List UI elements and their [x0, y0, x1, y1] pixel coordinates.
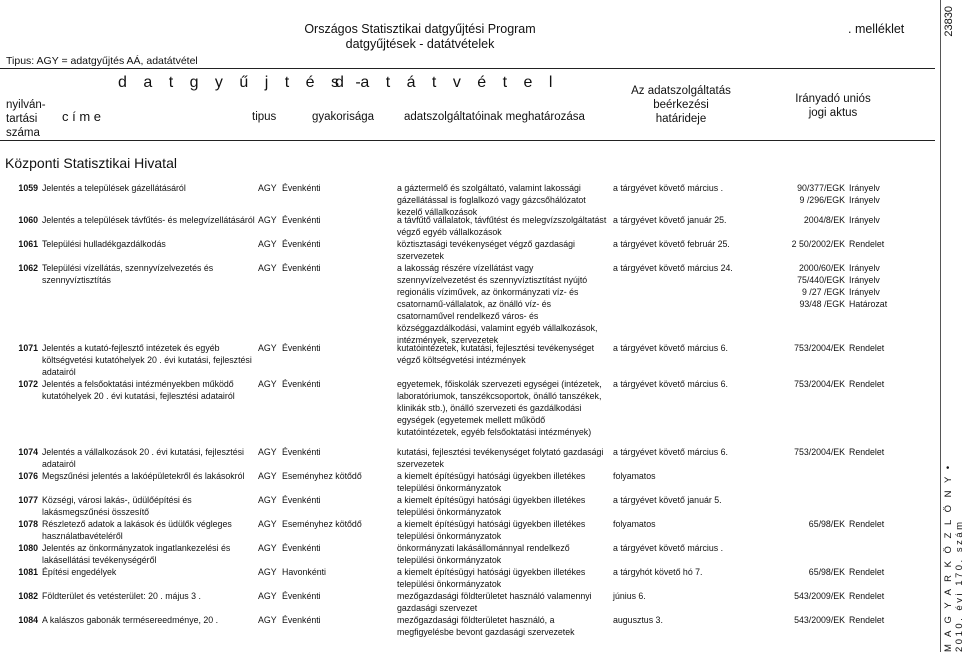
cell-freq: Évenkénti: [282, 591, 321, 601]
cell-freq: Évenkénti: [282, 215, 321, 225]
cell-title: Jelentés a kutató-fejlesztő intézetek és egyéb költségvetési kutatóhelyek 20 . évi kutatási, fejlesztési adatairól: [42, 343, 252, 377]
cell-dead: a tárgyévet követő március 6.: [613, 379, 728, 389]
cell-type: AGY: [258, 239, 277, 249]
cell-title: Megszűnési jelentés a lakóépületekről és lakásokról: [42, 471, 245, 481]
cell-prov: a gáztermelő és szolgáltató, valamint lakossági gázellátással is foglalkozó vagy gázcsőhálózatot kezelő vállalkozások: [397, 183, 586, 217]
header-bottom-rule: [0, 140, 935, 141]
cell-prov: a kiemelt építésügyi hatósági ügyekben illetékes települési önkormányzatok: [397, 519, 586, 541]
cell-title: Települési hulladékgazdálkodás: [42, 239, 166, 249]
cell-kind: Rendelet: [849, 591, 885, 601]
cell-title: A kalászos gabonák termésereedménye, 20 .: [42, 615, 219, 625]
cell-act: 65/98/EK: [808, 567, 845, 577]
cell-kind: Rendelet: [849, 567, 885, 577]
cell-prov: a kiemelt építésügyi hatósági ügyekben illetékes települési önkormányzatok: [397, 495, 586, 517]
cell-type: AGY: [258, 543, 277, 553]
cell-dead: a tárgyévet követő január 25.: [613, 215, 727, 225]
cell-type: AGY: [258, 567, 277, 577]
cell-act: 2004/8/EK: [803, 215, 845, 225]
cell-dead: a tárgyévet követő március .: [613, 183, 724, 193]
cell-kind: Rendelet: [849, 447, 885, 457]
cell-act: 2 50/2002/EK: [791, 239, 845, 249]
cell-num: 1078: [18, 519, 38, 529]
cell-kind: Irányelv Irányelv Irányelv Határozat: [849, 263, 888, 309]
cell-act: 753/2004/EK: [794, 379, 845, 389]
cell-type: AGY: [258, 471, 277, 481]
spaced-heading-right: d a t á t v é t e l: [335, 74, 559, 91]
cell-title: Részletező adatok a lakások és üdülők végleges használatbavételéről: [42, 519, 232, 541]
cell-type: AGY: [258, 519, 277, 529]
cell-title: Jelentés az önkormányzatok ingatlankezelési és lakásellátási tevékenységéről: [42, 543, 231, 565]
page-number: 23830: [943, 6, 955, 37]
cell-dead: a tárgyévet követő március 24.: [613, 263, 733, 273]
cell-kind: Rendelet: [849, 239, 885, 249]
cell-freq: Évenkénti: [282, 543, 321, 553]
cell-type: AGY: [258, 215, 277, 225]
cell-type: AGY: [258, 263, 277, 273]
header-top-rule: [0, 68, 935, 69]
cell-freq: Havonkénti: [282, 567, 327, 577]
cell-dead: a tárgyévet követő március 6.: [613, 343, 728, 353]
col-header-providers: adatszolgáltatóinak meghatározása: [404, 111, 585, 123]
cell-dead: folyamatos: [613, 519, 656, 529]
cell-dead: a tárgyhót követő hó 7.: [613, 567, 703, 577]
cell-freq: Évenkénti: [282, 615, 321, 625]
cell-type: AGY: [258, 591, 277, 601]
cell-title: Községi, városi lakás-, üdülőépítési és lakásmegszűnési összesítő: [42, 495, 192, 517]
cell-kind: Rendelet: [849, 615, 885, 625]
cell-prov: kutatási, fejlesztési tevékenységet folytató gazdasági szervezetek: [397, 447, 604, 469]
cell-title: Jelentés a vállalkozások 20 . évi kutatási, fejlesztési adatairól: [42, 447, 244, 469]
annex-label: . melléklet: [848, 22, 905, 36]
cell-num: 1060: [18, 215, 38, 225]
col-header-type: tipus: [252, 111, 277, 123]
cell-num: 1062: [18, 263, 38, 273]
cell-num: 1059: [18, 183, 38, 193]
cell-freq: Évenkénti: [282, 343, 321, 353]
cell-freq: Évenkénti: [282, 183, 321, 193]
cell-title: Jelentés a felsőoktatási intézményekben működő kutatóhelyek 20 . évi kutatási, fejlesztési adatairól: [42, 379, 235, 401]
cell-dead: a tárgyévet követő január 5.: [613, 495, 722, 505]
cell-type: AGY: [258, 615, 277, 625]
cell-act: 65/98/EK: [808, 519, 845, 529]
cell-type: AGY: [258, 183, 277, 193]
cell-dead: a tárgyévet követő február 25.: [613, 239, 730, 249]
cell-kind: Irányelv: [849, 215, 880, 225]
organization-heading: Központi Statisztikai Hivatal: [5, 155, 177, 171]
spaced-heading-left: d a t g y ű j t é s -: [118, 74, 367, 91]
cell-dead: folyamatos: [613, 471, 656, 481]
col-header-frequency: gyakorisága: [312, 111, 375, 123]
cell-act: 543/2009/EK: [794, 591, 845, 601]
title-line-2: datgyűjtések - datátvételek: [345, 37, 495, 51]
cell-prov: kutatóintézetek, kutatási, fejlesztési tevékenységet végző költségvetési intézmények: [397, 343, 595, 365]
cell-type: AGY: [258, 379, 277, 389]
cell-title: Jelentés a települések gázellátásáról: [42, 183, 186, 193]
cell-num: 1071: [18, 343, 38, 353]
cell-kind: Rendelet: [849, 519, 885, 529]
cell-act: 753/2004/EK: [794, 343, 845, 353]
cell-freq: Eseményhez kötődő: [282, 519, 362, 529]
cell-act: 90/377/EGK 9 /296/EGK: [797, 183, 845, 205]
cell-num: 1082: [18, 591, 38, 601]
cell-num: 1077: [18, 495, 38, 505]
cell-prov: köztisztasági tevékenységet végző gazdasági szervezetek: [397, 239, 575, 261]
cell-kind: Irányelv Irányelv: [849, 183, 880, 205]
cell-prov: a kiemelt építésügyi hatósági ügyekben illetékes települési önkormányzatok: [397, 567, 586, 589]
cell-num: 1076: [18, 471, 38, 481]
cell-dead: a tárgyévet követő március .: [613, 543, 724, 553]
cell-freq: Évenkénti: [282, 263, 321, 273]
col-header-registry: nyilván- tartási száma: [6, 99, 46, 139]
cell-act: 543/2009/EK: [794, 615, 845, 625]
cell-dead: a tárgyévet követő március 6.: [613, 447, 728, 457]
cell-prov: a kiemelt építésügyi hatósági ügyekben illetékes települési önkormányzatok: [397, 471, 586, 493]
col-header-title: c í m e: [62, 109, 102, 124]
cell-freq: Évenkénti: [282, 495, 321, 505]
cell-num: 1080: [18, 543, 38, 553]
cell-title: Jelentés a települések távfűtés- és melegvízellátásáról: [42, 215, 255, 225]
col-header-deadline: Az adatszolgáltatás beérkezési határideje: [631, 85, 731, 125]
cell-freq: Évenkénti: [282, 239, 321, 249]
title-line-1: Országos Statisztikai datgyűjtési Program: [304, 22, 536, 36]
type-legend: Tipus: AGY = adatgyűjtés AÁ, adatátvétel: [6, 55, 198, 67]
cell-type: AGY: [258, 447, 277, 457]
cell-act: 2000/60/EK 75/440/EGK 9 /27 /EGK 93/48 /EGK: [797, 263, 845, 309]
cell-prov: egyetemek, főiskolák szervezeti egységei (intézetek, laboratóriumok, tanszékcsoportok, önálló tanszékek, klinikák stb.), önálló szervezeti és gazdálkodási egységek (egyetemek mellett működő kutatóintézetek, egyéb felsőoktatási intézmények): [397, 379, 602, 437]
cell-num: 1072: [18, 379, 38, 389]
cell-prov: a távfűtő vállalatok, távfűtést és melegvízszolgáltatást végző egyéb vállalkozások: [397, 215, 607, 237]
cell-dead: augusztus 3.: [613, 615, 663, 625]
cell-prov: mezőgazdasági földterületet használó valamennyi gazdasági szervezet: [397, 591, 592, 613]
cell-title: Földterület és vetésterület: 20 . május 3 .: [42, 591, 201, 601]
journal-name: M A G Y A R K Ö Z L Ö N Y • 2010. évi 170. szám: [943, 463, 965, 652]
cell-act: 753/2004/EK: [794, 447, 845, 457]
cell-num: 1074: [18, 447, 38, 457]
cell-freq: Évenkénti: [282, 447, 321, 457]
cell-type: AGY: [258, 343, 277, 353]
cell-kind: Rendelet: [849, 343, 885, 353]
cell-prov: mezőgazdasági földterületet használó, a megfigyelésbe bevont gazdasági szervezetek: [397, 615, 575, 637]
cell-num: 1061: [18, 239, 38, 249]
cell-dead: június 6.: [613, 591, 646, 601]
program-title: [270, 22, 570, 52]
cell-title: Települési vízellátás, szennyvízelvezetés és szennyvíztisztítás: [42, 263, 214, 285]
cell-prov: önkormányzati lakásállománnyal rendelkező települési önkormányzatok: [397, 543, 570, 565]
cell-title: Építési engedélyek: [42, 567, 117, 577]
cell-prov: a lakosság részére vízellátást vagy szennyvízelvezetést és szennyvíztisztítást nyújtó regionális víziművek, az önkormányzati víz- és csatornamű-vállalatok, az önálló víz- és csatornaművel rendelkező város- és községgazdálkodási, valamint egyéb vállalkozások, intézmények, szervezetek: [397, 263, 598, 345]
cell-type: AGY: [258, 495, 277, 505]
cell-num: 1084: [18, 615, 38, 625]
cell-freq: Évenkénti: [282, 379, 321, 389]
col-header-eu-act: Irányadó uniós jogi aktus: [795, 93, 871, 119]
cell-num: 1081: [18, 567, 38, 577]
cell-freq: Eseményhez kötődő: [282, 471, 362, 481]
cell-kind: Rendelet: [849, 379, 885, 389]
